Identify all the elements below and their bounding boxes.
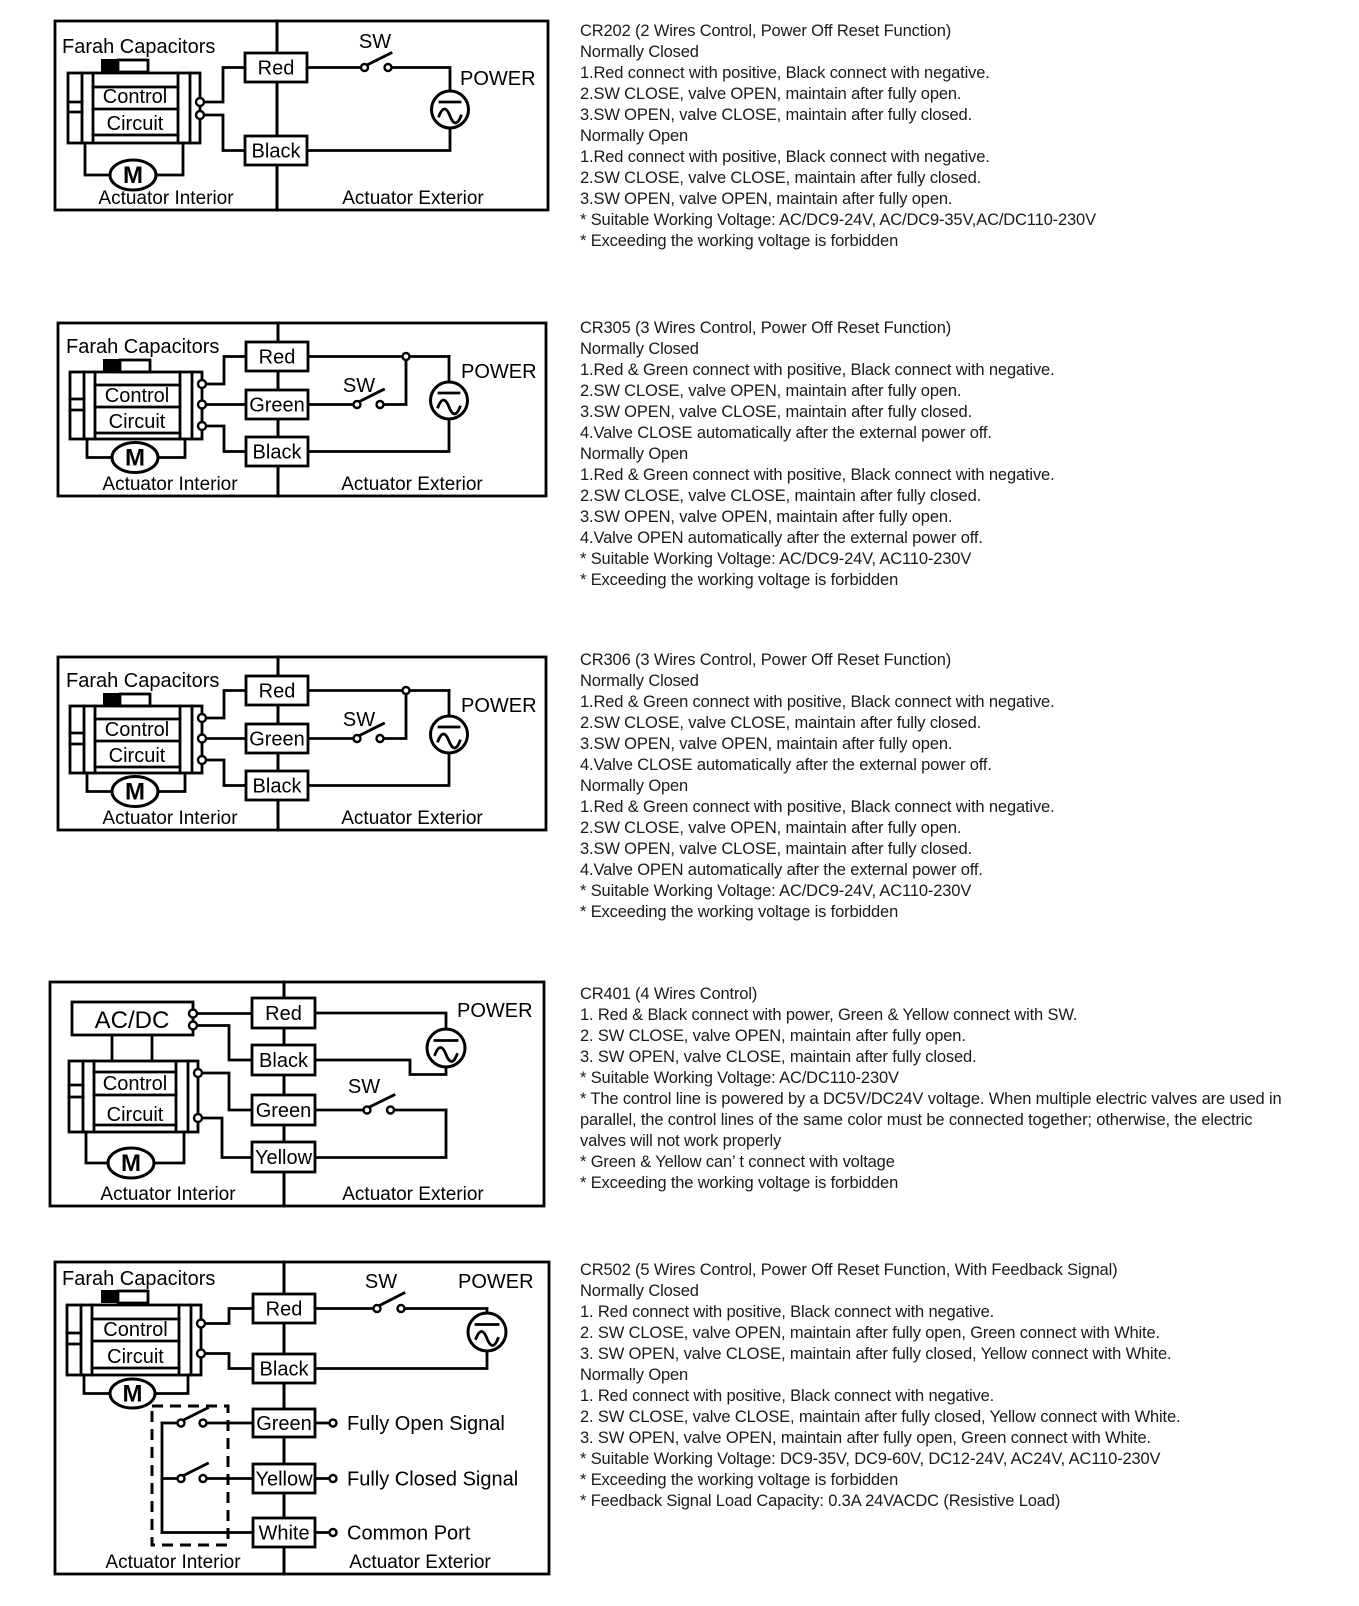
- description-line: 2.SW CLOSE, valve CLOSE, maintain after fully closed.: [580, 169, 982, 187]
- description-line: 2.SW CLOSE, valve OPEN, maintain after fully open.: [580, 819, 962, 837]
- description-line: 1. Red connect with positive, Black connect with negative.: [580, 1387, 995, 1405]
- red-wire-label: Red: [258, 346, 296, 369]
- description-line: * Suitable Working Voltage: AC/DC9-24V, AC110-230V: [580, 550, 972, 568]
- sw-label: SW: [358, 31, 392, 53]
- actuator-interior-label: Actuator Interior: [100, 1184, 236, 1205]
- circuit-label: Circuit: [106, 113, 164, 135]
- description-line: Normally Closed: [580, 1282, 699, 1300]
- power-label: POWER: [461, 361, 537, 383]
- black-wire-label: Black: [259, 1050, 308, 1072]
- description-line: 4.Valve OPEN automatically after the external power off.: [580, 861, 983, 879]
- description-line: Normally Open: [580, 777, 689, 795]
- sw-label: SW: [342, 375, 376, 397]
- power-label: POWER: [457, 1000, 533, 1022]
- power-label: POWER: [458, 1271, 534, 1293]
- black-wire-label: Black: [251, 140, 301, 163]
- cr401-description: [580, 984, 1358, 1194]
- black-wire-label: Black: [252, 441, 302, 464]
- description-line: Normally Closed: [580, 340, 699, 358]
- actuator-exterior-label: Actuator Exterior: [341, 474, 483, 495]
- description-line: 2. SW CLOSE, valve OPEN, maintain after fully open.: [580, 1027, 966, 1045]
- control-label: Control: [104, 385, 170, 407]
- description-line: 3.SW OPEN, valve OPEN, maintain after fully open.: [580, 508, 953, 526]
- green-wire-label: Green: [256, 1413, 312, 1435]
- control-label: Control: [103, 1319, 168, 1341]
- green-wire-label: Green: [249, 394, 305, 417]
- description-line: 4.Valve CLOSE automatically after the external power off.: [580, 424, 992, 442]
- actuator-exterior-label: Actuator Exterior: [342, 188, 484, 209]
- model-title: CR306 (3 Wires Control, Power Off Reset Function): [580, 651, 952, 669]
- actuator-exterior-label: Actuator Exterior: [349, 1552, 491, 1573]
- circuit-label: Circuit: [106, 1104, 164, 1126]
- fully-closed-signal-label: Fully Closed Signal: [347, 1468, 519, 1491]
- description-line: parallel, the control lines of the same color must be connected together; otherwise, the electric: [580, 1111, 1253, 1129]
- description-line: Normally Open: [580, 127, 689, 145]
- description-line: Normally Open: [580, 1366, 689, 1384]
- farah-capacitors-label: Farah Capacitors: [62, 36, 216, 58]
- description-line: * Feedback Signal Load Capacity: 0.3A 24VACDC (Resistive Load): [580, 1492, 1061, 1510]
- cr202-description: [580, 21, 1358, 252]
- sw-label: SW: [364, 1271, 398, 1293]
- description-line: * Exceeding the working voltage is forbidden: [580, 903, 899, 921]
- three-wire-diagram-reuse: [58, 657, 546, 830]
- description-line: 4.Valve CLOSE automatically after the external power off.: [580, 756, 992, 774]
- description-line: 3.SW OPEN, valve CLOSE, maintain after fully closed.: [580, 403, 973, 421]
- description-line: * Suitable Working Voltage: AC/DC9-24V, AC/DC9-35V,AC/DC110-230V: [580, 211, 1096, 229]
- model-title: CR401 (4 Wires Control): [580, 985, 758, 1003]
- description-line: * Suitable Working Voltage: AC/DC9-24V, AC110-230V: [580, 882, 972, 900]
- model-title: CR502 (5 Wires Control, Power Off Reset Function, With Feedback Signal): [580, 1261, 1118, 1279]
- control-label: Control: [102, 1073, 168, 1095]
- actuator-interior-label: Actuator Interior: [98, 188, 234, 209]
- description-line: 2. SW CLOSE, valve CLOSE, maintain after fully closed, Yellow connect with White.: [580, 1408, 1181, 1426]
- description-line: 2.SW CLOSE, valve OPEN, maintain after fully open.: [580, 85, 962, 103]
- cr306-description: [580, 650, 1358, 923]
- motor-label: M: [121, 1150, 141, 1177]
- cr202-wiring-diagram: [45, 10, 555, 217]
- motor-label: M: [122, 1380, 143, 1408]
- description-line: 3. SW OPEN, valve CLOSE, maintain after fully closed, Yellow connect with White.: [580, 1345, 1172, 1363]
- description-line: 3.SW OPEN, valve OPEN, maintain after fully open.: [580, 190, 953, 208]
- description-line: 1.Red & Green connect with positive, Black connect with negative.: [580, 798, 1055, 816]
- actuator-exterior-label: Actuator Exterior: [342, 1184, 484, 1205]
- control-label: Control: [102, 86, 168, 108]
- description-line: * Green & Yellow can’ t connect with voltage: [580, 1153, 895, 1171]
- description-line: 1. Red & Black connect with power, Green & Yellow connect with SW.: [580, 1006, 1078, 1024]
- red-wire-label: Red: [265, 1298, 303, 1321]
- description-line: * The control line is powered by a DC5V/DC24V voltage. When multiple electric valves are used in: [580, 1090, 1282, 1108]
- description-line: * Exceeding the working voltage is forbidden: [580, 1174, 899, 1192]
- yellow-wire-label: Yellow: [254, 1147, 313, 1169]
- red-wire-label: Red: [257, 57, 295, 80]
- description-line: * Suitable Working Voltage: AC/DC110-230V: [580, 1069, 899, 1087]
- description-line: 2.SW CLOSE, valve CLOSE, maintain after fully closed.: [580, 714, 982, 732]
- description-line: 1. Red connect with positive, Black connect with negative.: [580, 1303, 995, 1321]
- description-line: 1.Red & Green connect with positive, Black connect with negative.: [580, 466, 1055, 484]
- description-line: * Exceeding the working voltage is forbidden: [580, 232, 899, 250]
- circuit-label: Circuit: [107, 1346, 164, 1368]
- actuator-interior-label: Actuator Interior: [102, 474, 238, 495]
- description-line: valves will not work properly: [580, 1132, 782, 1150]
- red-wire-label: Red: [265, 1003, 302, 1025]
- description-line: Normally Open: [580, 445, 689, 463]
- circuit-label: Circuit: [108, 411, 166, 433]
- farah-capacitors-label: Farah Capacitors: [62, 1268, 216, 1290]
- power-label: POWER: [460, 68, 536, 90]
- cr306-wiring-diagram: [50, 649, 555, 834]
- sw-label: SW: [347, 1076, 381, 1098]
- description-line: Normally Closed: [580, 43, 699, 61]
- description-line: Normally Closed: [580, 672, 699, 690]
- farah-capacitors-label: Farah Capacitors: [66, 336, 220, 358]
- description-line: 2.SW CLOSE, valve OPEN, maintain after fully open.: [580, 382, 962, 400]
- cr305-wiring-diagram: [50, 315, 555, 500]
- description-line: 2. SW CLOSE, valve OPEN, maintain after fully open, Green connect with White.: [580, 1324, 1160, 1342]
- black-wire-label: Black: [259, 1358, 309, 1381]
- cr502-description: [580, 1260, 1358, 1512]
- acdc-label: AC/DC: [94, 1007, 170, 1034]
- description-line: * Suitable Working Voltage: DC9-35V, DC9-60V, DC12-24V, AC24V, AC110-230V: [580, 1450, 1161, 1468]
- wire-name-boxes: [246, 342, 308, 466]
- white-wire-label: White: [258, 1522, 310, 1545]
- description-line: 4.Valve OPEN automatically after the external power off.: [580, 529, 983, 547]
- motor-label: M: [123, 162, 143, 189]
- description-line: 1.Red connect with positive, Black connect with negative.: [580, 148, 990, 166]
- actuator-interior-label: Actuator Interior: [105, 1552, 241, 1573]
- description-line: 3. SW OPEN, valve OPEN, maintain after fully open, Green connect with White.: [580, 1429, 1151, 1447]
- fully-open-signal-label: Fully Open Signal: [347, 1413, 505, 1435]
- cr502-wiring-diagram: [50, 1255, 555, 1585]
- yellow-wire-label: Yellow: [255, 1468, 313, 1491]
- description-line: 1.Red connect with positive, Black connect with negative.: [580, 64, 990, 82]
- description-line: 3.SW OPEN, valve CLOSE, maintain after fully closed.: [580, 106, 973, 124]
- description-line: 3.SW OPEN, valve CLOSE, maintain after fully closed.: [580, 840, 973, 858]
- description-line: 2.SW CLOSE, valve CLOSE, maintain after fully closed.: [580, 487, 982, 505]
- model-title: CR202 (2 Wires Control, Power Off Reset Function): [580, 22, 952, 40]
- cr401-wiring-diagram: [45, 975, 555, 1215]
- green-wire-label: Green: [255, 1100, 312, 1122]
- motor-label: M: [125, 444, 145, 472]
- description-line: 1.Red & Green connect with positive, Black connect with negative.: [580, 361, 1055, 379]
- description-line: 1.Red & Green connect with positive, Black connect with negative.: [580, 693, 1055, 711]
- model-title: CR305 (3 Wires Control, Power Off Reset Function): [580, 319, 952, 337]
- description-line: * Exceeding the working voltage is forbidden: [580, 1471, 899, 1489]
- description-line: 3. SW OPEN, valve CLOSE, maintain after fully closed.: [580, 1048, 977, 1066]
- cr305-description: [580, 318, 1358, 591]
- description-line: 3.SW OPEN, valve OPEN, maintain after fully open.: [580, 735, 953, 753]
- description-line: * Exceeding the working voltage is forbidden: [580, 571, 899, 589]
- common-port-label: Common Port: [347, 1522, 471, 1545]
